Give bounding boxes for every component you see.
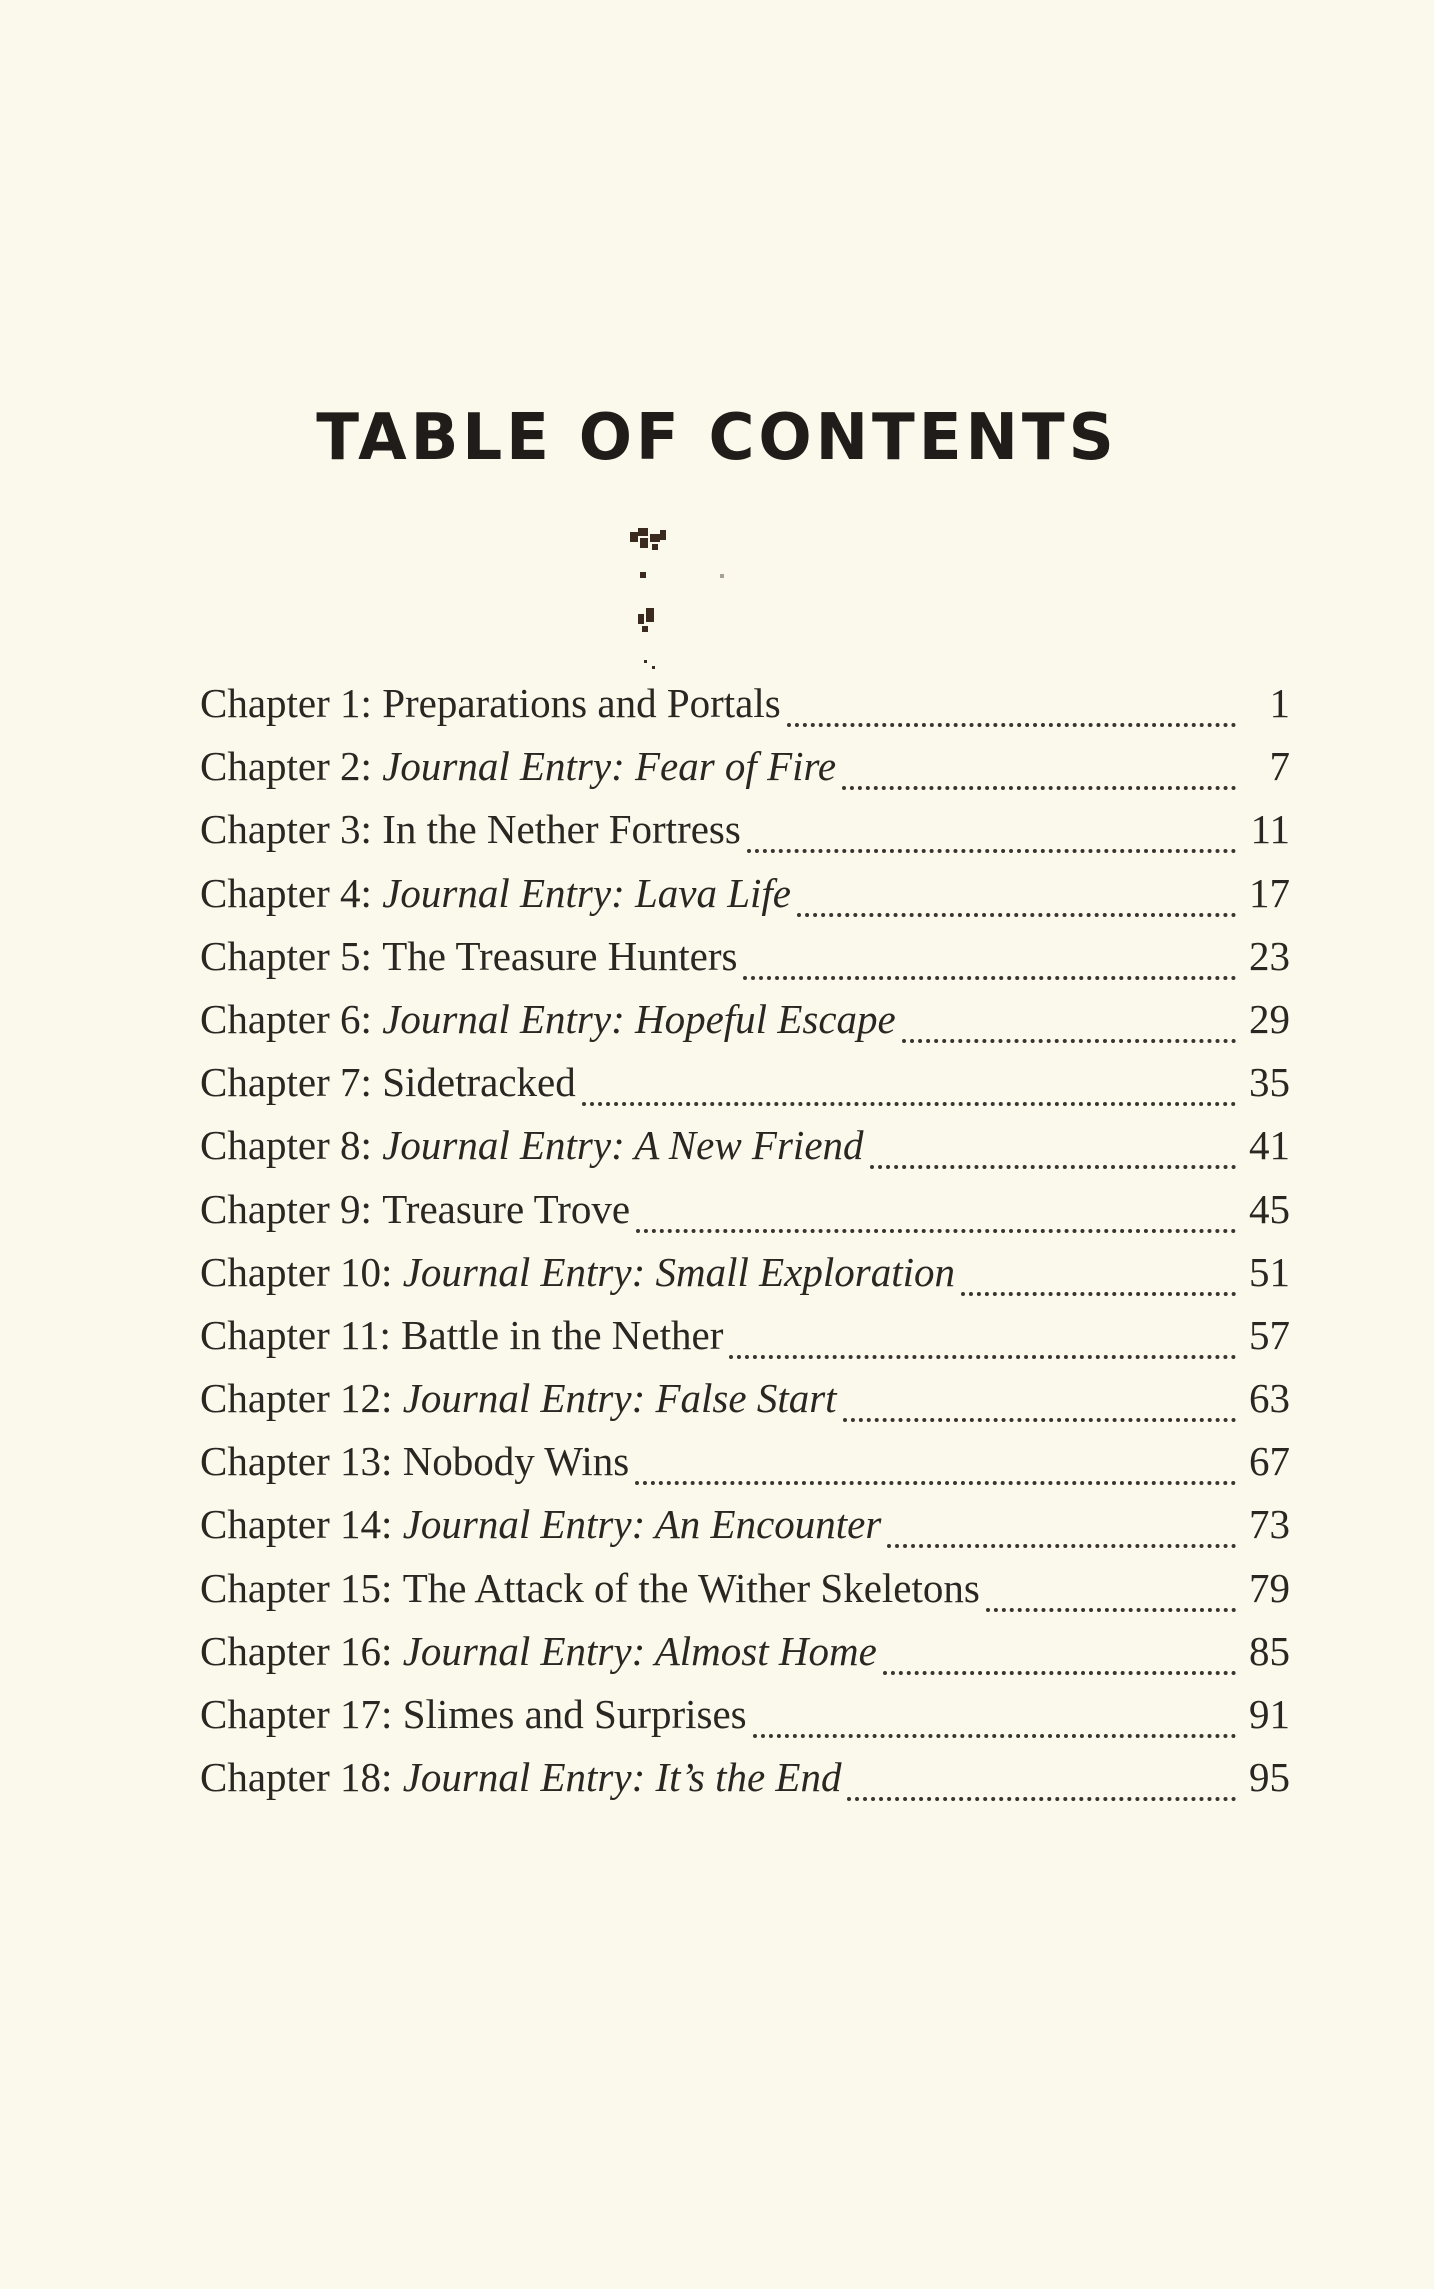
page-number: 23: [1249, 932, 1290, 979]
dot-leader: [747, 829, 1236, 853]
dot-leader: [961, 1272, 1236, 1296]
chapter-title: Journal Entry: False Start: [402, 1375, 837, 1422]
dot-leader: [636, 1209, 1236, 1233]
toc-entry: [200, 1241, 1290, 1304]
page-number: 45: [1249, 1185, 1290, 1232]
chapter-number: Chapter 12:: [200, 1375, 393, 1422]
chapter-number: Chapter 15:: [200, 1564, 393, 1611]
toc-entry: [200, 1114, 1290, 1177]
chapter-title: In the Nether Fortress: [382, 806, 741, 853]
chapter-title: Preparations and Portals: [382, 680, 781, 726]
page-number: 1: [1269, 680, 1290, 726]
nether-sprite-icon: [580, 520, 740, 680]
dot-leader: [635, 1461, 1236, 1485]
chapter-title: Journal Entry: It’s the End: [402, 1754, 842, 1801]
dot-leader: [843, 1398, 1236, 1422]
page-number: 73: [1249, 1501, 1290, 1548]
chapter-title: Battle in the Nether: [401, 1311, 724, 1358]
chapter-title: Sidetracked: [382, 1059, 576, 1106]
dot-leader: [883, 1651, 1236, 1675]
dot-leader: [729, 1335, 1236, 1359]
chapter-number: Chapter 13:: [200, 1438, 393, 1485]
toc-entry: [200, 1367, 1290, 1430]
page-number: 95: [1249, 1754, 1290, 1801]
chapter-number: Chapter 7:: [200, 1059, 372, 1106]
toc-entry: [200, 1493, 1290, 1556]
chapter-number: Chapter 4:: [200, 869, 372, 916]
chapter-number: Chapter 16:: [200, 1627, 393, 1674]
chapter-title: The Treasure Hunters: [382, 932, 738, 979]
dot-leader: [787, 703, 1236, 727]
chapter-number: Chapter 5:: [200, 932, 372, 979]
page-number: 51: [1249, 1248, 1290, 1295]
dot-leader: [887, 1524, 1236, 1548]
dot-leader: [870, 1145, 1236, 1169]
page-number: 29: [1249, 995, 1290, 1042]
dot-leader: [986, 1588, 1236, 1612]
toc-entry: [200, 1620, 1290, 1683]
dot-leader: [797, 893, 1236, 917]
page-number: 91: [1249, 1691, 1290, 1737]
chapter-number: Chapter 2:: [200, 743, 372, 790]
page-number: 79: [1249, 1564, 1290, 1611]
toc-entry: [200, 925, 1290, 988]
chapter-title: Journal Entry: A New Friend: [382, 1122, 864, 1169]
toc-entry: [200, 1304, 1290, 1367]
chapter-title: Nobody Wins: [402, 1438, 630, 1485]
chapter-number: Chapter 1:: [200, 680, 372, 726]
dot-leader: [847, 1777, 1236, 1801]
table-of-contents: [200, 672, 1290, 1809]
chapter-title: Journal Entry: Fear of Fire: [382, 743, 837, 790]
chapter-number: Chapter 10:: [200, 1248, 393, 1295]
chapter-title: Treasure Trove: [382, 1185, 631, 1232]
toc-entry: [200, 1051, 1290, 1114]
toc-entry: [200, 672, 1290, 735]
toc-entry: [200, 988, 1290, 1051]
chapter-number: Chapter 11:: [200, 1311, 391, 1358]
dot-leader: [582, 1082, 1236, 1106]
chapter-number: Chapter 6:: [200, 995, 372, 1042]
chapter-number: Chapter 9:: [200, 1185, 372, 1232]
dot-leader: [743, 956, 1236, 980]
toc-entry: [200, 1430, 1290, 1493]
page-number: 7: [1269, 743, 1290, 790]
chapter-title: Journal Entry: Lava Life: [382, 869, 792, 916]
toc-entry: [200, 1178, 1290, 1241]
chapter-number: Chapter 3:: [200, 806, 372, 853]
chapter-number: Chapter 17:: [200, 1691, 393, 1737]
page-title: TABLE OF CONTENTS: [316, 401, 1118, 475]
chapter-title: Slimes and Surprises: [402, 1691, 747, 1737]
toc-entry: [200, 1557, 1290, 1620]
toc-entry: [200, 862, 1290, 925]
page-number: 63: [1249, 1375, 1290, 1422]
chapter-title: Journal Entry: Small Exploration: [402, 1248, 955, 1295]
page-number: 41: [1249, 1122, 1290, 1169]
chapter-number: Chapter 8:: [200, 1122, 372, 1169]
dot-leader: [902, 1019, 1236, 1043]
toc-entry: [200, 735, 1290, 798]
chapter-title: Journal Entry: Almost Home: [402, 1627, 877, 1674]
toc-entry: [200, 1746, 1290, 1809]
page-number: 17: [1249, 869, 1290, 916]
chapter-number: Chapter 14:: [200, 1501, 393, 1548]
toc-entry: [200, 1683, 1290, 1746]
page-number: 35: [1249, 1059, 1290, 1106]
dot-leader: [842, 766, 1236, 790]
page-number: 67: [1249, 1438, 1290, 1485]
toc-entry: [200, 798, 1290, 861]
page-number: 57: [1249, 1311, 1290, 1358]
page-number: 85: [1249, 1627, 1290, 1674]
chapter-title: The Attack of the Wither Skeletons: [402, 1564, 980, 1611]
dot-leader: [753, 1714, 1236, 1738]
chapter-title: Journal Entry: An Encounter: [402, 1501, 882, 1548]
chapter-title: Journal Entry: Hopeful Escape: [382, 995, 896, 1042]
page-number: 11: [1250, 806, 1290, 853]
chapter-number: Chapter 18:: [200, 1754, 393, 1801]
